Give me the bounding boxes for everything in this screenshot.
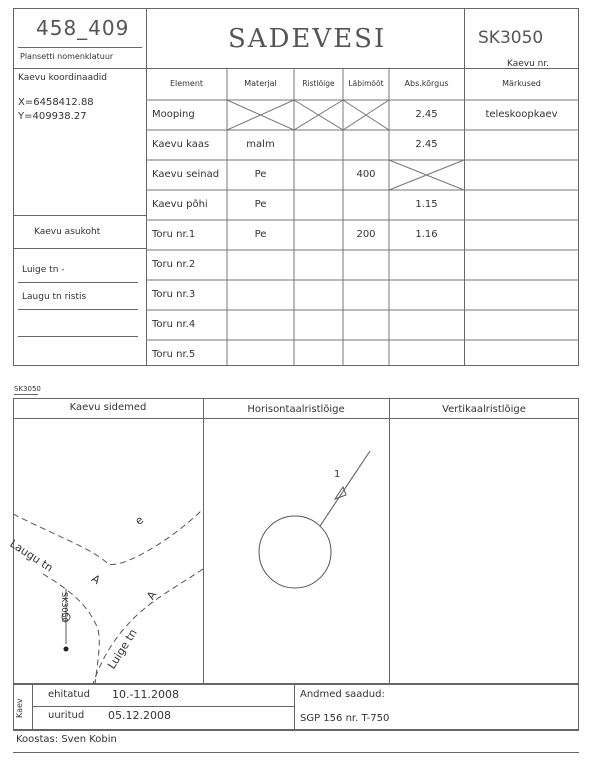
- cell-element: Toru nr.2: [152, 259, 196, 270]
- divider: [389, 398, 390, 684]
- street2-label: Luige tn: [105, 626, 140, 672]
- cell-element: Kaevu kaas: [152, 139, 210, 150]
- data-value: SGP 156 nr. T-750: [300, 713, 390, 724]
- cell-abs: 2.45: [415, 139, 438, 150]
- survey-label: uuritud: [48, 710, 85, 721]
- cell-material: malm: [246, 139, 275, 150]
- cell-element: Kaevu põhi: [152, 199, 208, 210]
- cell-abs: 1.15: [415, 199, 438, 210]
- col-header-element: Element: [169, 79, 204, 88]
- sheet-label: Plansetti nomenklatuur: [20, 52, 114, 61]
- sketch-well-tag: SK3050: [60, 592, 69, 623]
- survey-value: 05.12.2008: [108, 709, 171, 722]
- footer-frame: [13, 684, 579, 730]
- letter-e: e: [132, 513, 147, 528]
- col-header-cross: Ristlõige: [302, 79, 335, 88]
- col-header-material: Materjal: [244, 79, 277, 88]
- cell-element: Kaevu seinad: [152, 169, 220, 180]
- col2-title: Horisontaalristlõige: [247, 404, 345, 415]
- divider: [294, 684, 295, 730]
- page-title: SADEVESI: [228, 24, 387, 54]
- cell-element: Mooping: [152, 109, 195, 120]
- street1-label: Laugu tn: [7, 537, 56, 575]
- cell-material: Pe: [254, 229, 267, 240]
- side-label: Kaev: [15, 698, 24, 718]
- cell-material: Pe: [254, 199, 267, 210]
- location-line2: Laugu tn ristis: [22, 292, 87, 302]
- cell-abs: 1.16: [415, 229, 438, 240]
- col3-title: Vertikaalristlõige: [442, 404, 526, 415]
- divider: [13, 730, 579, 731]
- horizontal-section: [203, 419, 389, 684]
- well-id: SK3050: [478, 28, 544, 48]
- street2-letter: A: [144, 588, 160, 603]
- well-marker: [64, 647, 69, 652]
- divider: [32, 706, 294, 707]
- col-header-diam: Läbimõõt: [348, 79, 384, 88]
- cell-diam: 200: [356, 229, 376, 240]
- col-header-abs: Abs.kõrgus: [404, 79, 449, 88]
- well-circle: [259, 516, 331, 588]
- cell-element: Toru nr.1: [152, 229, 196, 240]
- well-label: Kaevu nr.: [507, 59, 550, 69]
- cell-note: teleskoopkaev: [485, 109, 558, 120]
- pipe-line: [320, 451, 370, 526]
- cell-diam: 400: [356, 169, 376, 180]
- street1-letter: A: [89, 571, 103, 588]
- location-line1: Luige tn -: [22, 265, 65, 275]
- built-value: 10.-11.2008: [112, 688, 179, 701]
- col-header-notes: Märkused: [502, 79, 541, 88]
- divider: [13, 752, 579, 753]
- pipe-number: 1: [334, 469, 341, 480]
- cell-element: Toru nr.4: [152, 319, 196, 330]
- sheet-code: 458_409: [36, 16, 130, 40]
- data-label: Andmed saadud:: [300, 689, 385, 700]
- divider: [32, 684, 33, 730]
- well-connections-sketch: [13, 419, 203, 684]
- col1-title: Kaevu sidemed: [69, 402, 147, 413]
- location-label: Kaevu asukoht: [34, 227, 101, 237]
- coord-y: Y=409938.27: [18, 111, 87, 122]
- cell-material: Pe: [254, 169, 267, 180]
- section-tag: SK3050: [14, 385, 41, 393]
- cell-element: Toru nr.3: [152, 289, 196, 300]
- cell-element: Toru nr.5: [152, 349, 196, 360]
- built-label: ehitatud: [48, 689, 90, 700]
- coords-label: Kaevu koordinaadid: [18, 73, 108, 83]
- author: Koostas: Sven Kobin: [16, 734, 117, 745]
- coord-x: X=6458412.88: [18, 97, 94, 108]
- element-table-grid: [0, 0, 595, 370]
- cell-abs: 2.45: [415, 109, 438, 120]
- divider: [13, 684, 579, 685]
- underline: [14, 394, 38, 395]
